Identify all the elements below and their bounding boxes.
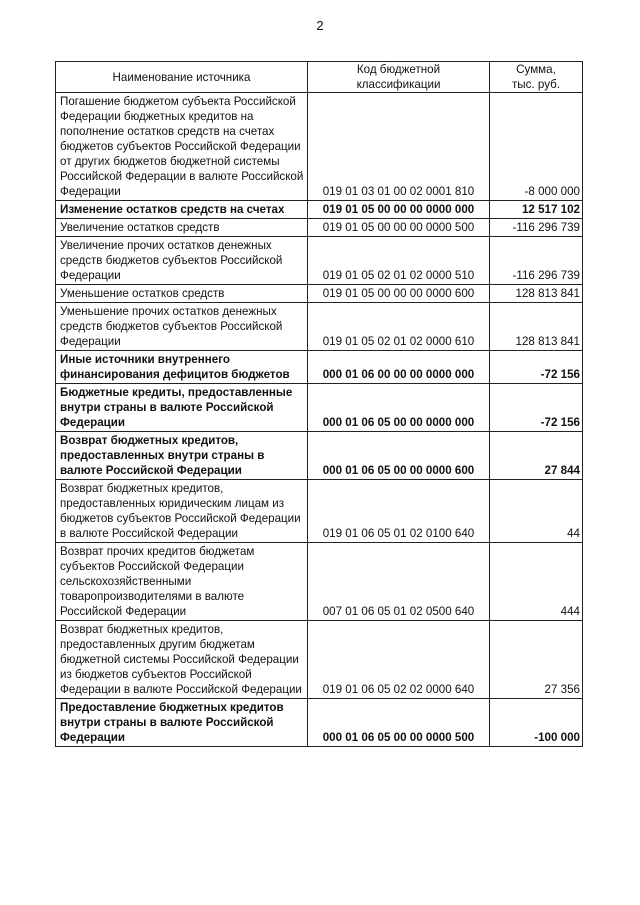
row-budget-code: 000 01 06 05 00 00 0000 500 — [308, 699, 490, 747]
table-row — [56, 384, 583, 432]
row-amount: 444 — [490, 543, 583, 621]
table-row — [56, 201, 583, 219]
row-source-name: Уменьшение остатков средств — [56, 285, 308, 303]
table-row — [56, 543, 583, 621]
row-source-name: Увеличение прочих остатков денежных средств бюджетов субъектов Российской Федерации — [56, 237, 308, 285]
row-source-name: Уменьшение прочих остатков денежных средств бюджетов субъектов Российской Федерации — [56, 303, 308, 351]
row-amount: -100 000 — [490, 699, 583, 747]
budget-sources-table — [55, 61, 583, 747]
row-budget-code: 019 01 05 02 01 02 0000 510 — [308, 237, 490, 285]
row-source-name: Возврат бюджетных кредитов, предоставленных внутри страны в валюте Российской Федерации — [56, 432, 308, 480]
table-row — [56, 351, 583, 384]
page-number: 2 — [316, 18, 324, 33]
table-row — [56, 699, 583, 747]
row-budget-code: 019 01 06 05 02 02 0000 640 — [308, 621, 490, 699]
row-amount: -72 156 — [490, 351, 583, 384]
row-amount: -116 296 739 — [490, 219, 583, 237]
row-budget-code: 019 01 05 02 01 02 0000 610 — [308, 303, 490, 351]
row-source-name: Бюджетные кредиты, предоставленные внутри страны в валюте Российской Федерации — [56, 384, 308, 432]
table-row — [56, 219, 583, 237]
row-budget-code: 000 01 06 00 00 00 0000 000 — [308, 351, 490, 384]
table-row — [56, 93, 583, 201]
header-amount-line1: Сумма, — [516, 63, 556, 76]
row-amount: 128 813 841 — [490, 285, 583, 303]
table-row — [56, 285, 583, 303]
table-row — [56, 432, 583, 480]
row-amount: 27 356 — [490, 621, 583, 699]
row-budget-code: 000 01 06 05 00 00 0000 000 — [308, 384, 490, 432]
header-amount — [490, 62, 583, 93]
table-row — [56, 621, 583, 699]
table-header-row — [56, 62, 583, 93]
row-budget-code: 019 01 05 00 00 00 0000 600 — [308, 285, 490, 303]
row-budget-code: 019 01 03 01 00 02 0001 810 — [308, 93, 490, 201]
row-source-name: Возврат бюджетных кредитов, предоставленных другим бюджетам бюджетной системы Российской Федерации из бюджетов субъектов Российской Федерации в валюте Российской Федерации — [56, 621, 308, 699]
row-amount: -72 156 — [490, 384, 583, 432]
table-body — [56, 93, 583, 747]
header-amount-line2: тыс. руб. — [512, 78, 560, 91]
table-row — [56, 480, 583, 543]
row-amount: 12 517 102 — [490, 201, 583, 219]
header-source-name — [56, 62, 308, 93]
table-row — [56, 303, 583, 351]
row-amount: 44 — [490, 480, 583, 543]
row-budget-code: 000 01 06 05 00 00 0000 600 — [308, 432, 490, 480]
row-source-name: Иные источники внутреннего финансирования дефицитов бюджетов — [56, 351, 308, 384]
row-source-name: Увеличение остатков средств — [56, 219, 308, 237]
row-budget-code: 007 01 06 05 01 02 0500 640 — [308, 543, 490, 621]
row-amount: 27 844 — [490, 432, 583, 480]
row-budget-code: 019 01 05 00 00 00 0000 500 — [308, 219, 490, 237]
row-budget-code: 019 01 06 05 01 02 0100 640 — [308, 480, 490, 543]
row-amount: -8 000 000 — [490, 93, 583, 201]
row-source-name: Возврат бюджетных кредитов, предоставленных юридическим лицам из бюджетов субъектов Российской Федерации в валюте Российской Федерации — [56, 480, 308, 543]
table-row — [56, 237, 583, 285]
row-source-name: Предоставление бюджетных кредитов внутри страны в валюте Российской Федерации — [56, 699, 308, 747]
header-source-name-text: Наименование источника — [112, 70, 251, 84]
row-source-name: Изменение остатков средств на счетах — [56, 201, 308, 219]
header-budget-code — [308, 62, 490, 93]
header-budget-code-line1: Код бюджетной — [356, 63, 441, 76]
row-source-name: Возврат прочих кредитов бюджетам субъектов Российской Федерации сельскохозяйственными товаропроизводителями в валюте Российской Федерации — [56, 543, 308, 621]
row-budget-code: 019 01 05 00 00 00 0000 000 — [308, 201, 490, 219]
row-amount: -116 296 739 — [490, 237, 583, 285]
row-amount: 128 813 841 — [490, 303, 583, 351]
header-budget-code-line2: классификации — [356, 78, 441, 91]
row-source-name: Погашение бюджетом субъекта Российской Федерации бюджетных кредитов на пополнение остатков средств на счетах бюджетов субъектов Российской Федерации от других бюджетов бюджетной системы Российской Федерации в валюте Российской Федерации — [56, 93, 308, 201]
